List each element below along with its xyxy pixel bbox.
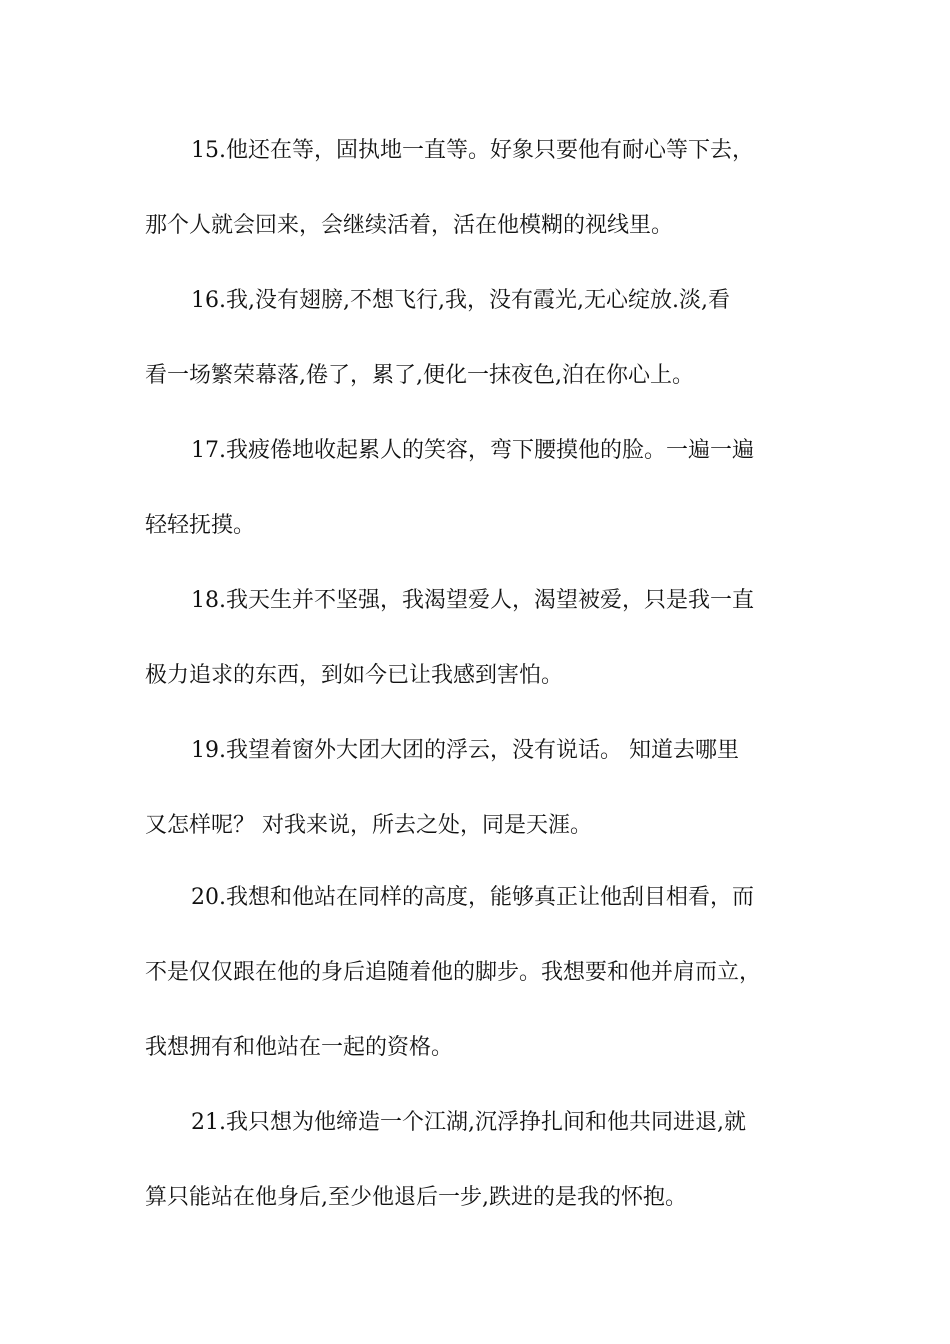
paragraph-17-line-1: 17.我疲倦地收起累人的笑容，弯下腰摸他的脸。一遍一遍 — [191, 438, 754, 463]
paragraph-15-line-1: 15.他还在等，固执地一直等。好象只要他有耐心等下去， — [191, 138, 754, 163]
paragraph-21-line-1: 21.我只想为他缔造一个江湖,沉浮挣扎间和他共同进退,就 — [191, 1110, 746, 1135]
paragraph-20-line-1: 20.我想和他站在同样的高度，能够真正让他刮目相看，而 — [191, 885, 754, 910]
paragraph-16-line-1: 16.我,没有翅膀,不想飞行,我，没有霞光,无心绽放.淡,看 — [191, 288, 730, 313]
paragraph-20-line-3: 我想拥有和他站在一起的资格。 — [145, 1035, 454, 1060]
paragraph-18-line-2: 极力追求的东西，到如今已让我感到害怕。 — [145, 663, 564, 688]
paragraph-19-line-2: 又怎样呢？ 对我来说，所去之处，同是天涯。 — [145, 813, 592, 838]
paragraph-15-line-2: 那个人就会回来，会继续活着，活在他模糊的视线里。 — [145, 213, 674, 238]
paragraph-16-line-2: 看一场繁荣幕落,倦了，累了,便化一抹夜色,泊在你心上。 — [145, 363, 694, 388]
paragraph-20-line-2: 不是仅仅跟在他的身后追随着他的脚步。我想要和他并肩而立， — [145, 960, 762, 985]
paragraph-17-line-2: 轻轻抚摸。 — [145, 513, 256, 538]
paragraph-21-line-2: 算只能站在他身后,至少他退后一步,跌进的是我的怀抱。 — [145, 1185, 687, 1210]
paragraph-19-line-1: 19.我望着窗外大团大团的浮云，没有说话。 知道去哪里 — [191, 738, 739, 763]
paragraph-18-line-1: 18.我天生并不坚强，我渴望爱人，渴望被爱，只是我一直 — [191, 588, 754, 613]
